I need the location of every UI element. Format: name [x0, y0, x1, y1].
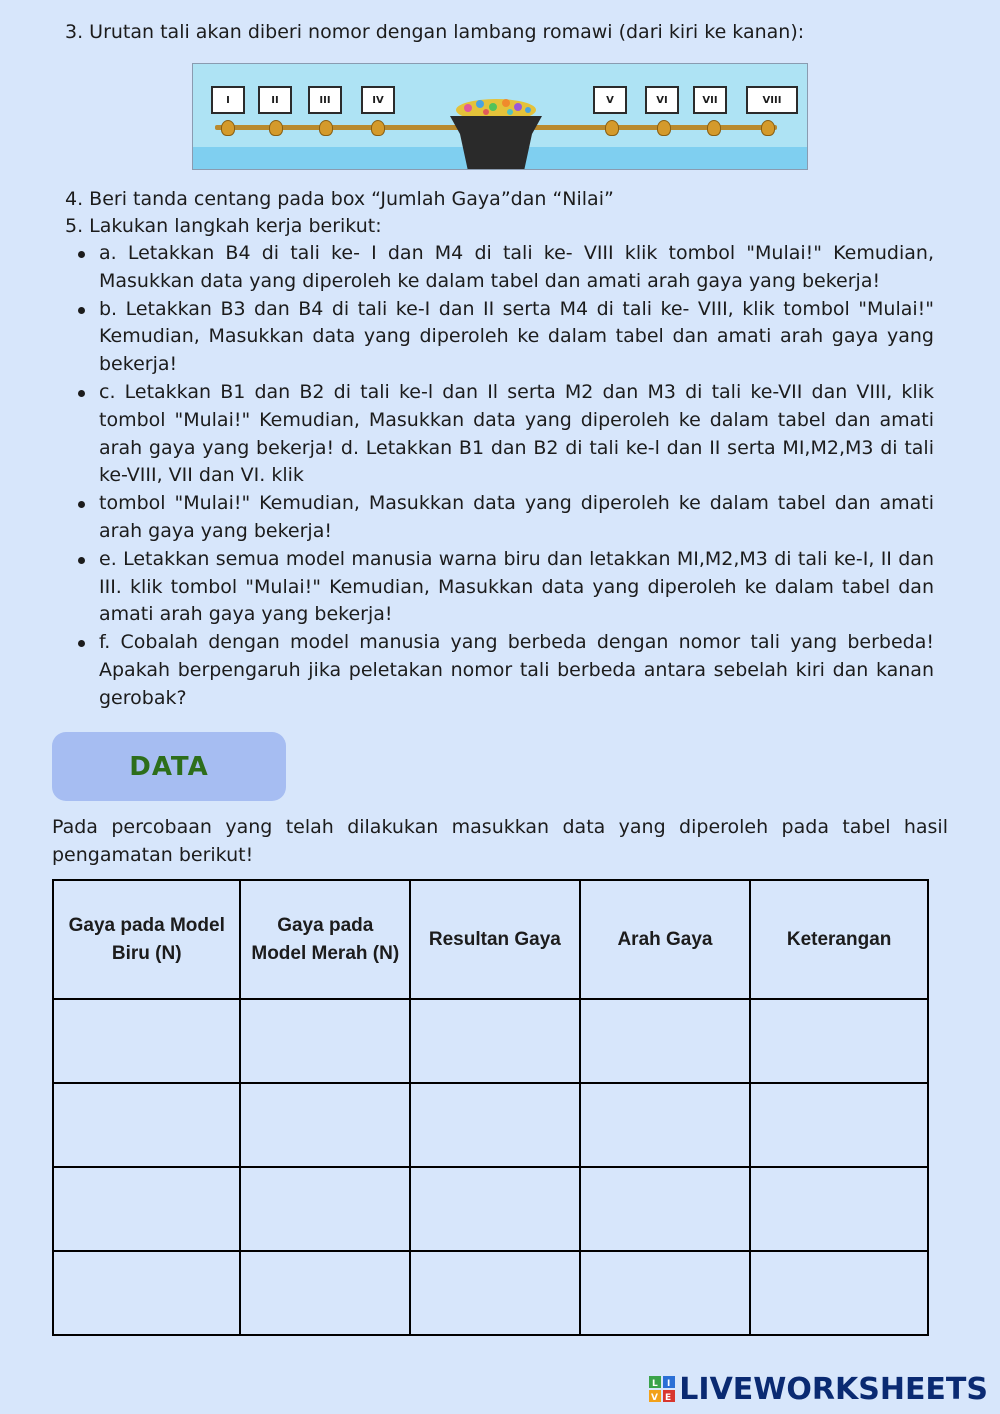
table-cell-input[interactable] — [240, 1251, 410, 1335]
table-cell-input[interactable] — [53, 1251, 240, 1335]
table-cell-input[interactable] — [580, 1083, 751, 1167]
header-direction: Arah Gaya — [580, 880, 751, 999]
table-row — [53, 1167, 928, 1251]
procedure-list — [78, 240, 934, 713]
rope-label-8: VIII — [746, 86, 798, 114]
procedure-item-a: a. Letakkan B4 di tali ke- I dan M4 di tali ke- VIII klik tombol "Mulai!" Kemudian, Masukkan data yang diperoleh ke dalam tabel dan amati arah gaya yang bekerja! — [78, 240, 934, 296]
rope-label-2: II — [258, 86, 292, 114]
header-resultant: Resultan Gaya — [410, 880, 580, 999]
rope-label-4: IV — [361, 86, 395, 114]
table-cell-input[interactable] — [750, 1167, 928, 1251]
table-cell-input[interactable] — [240, 999, 410, 1083]
table-cell-input[interactable] — [410, 1083, 580, 1167]
liveworksheets-logo-icon — [649, 1376, 675, 1402]
table-cell-input[interactable] — [750, 1251, 928, 1335]
svg-text:E: E — [665, 1393, 672, 1402]
data-section-heading: DATA — [52, 732, 286, 801]
table-cell-input[interactable] — [240, 1167, 410, 1251]
header-red-force: Gaya pada Model Merah (N) — [240, 880, 410, 999]
header-notes: Keterangan — [750, 880, 928, 999]
liveworksheets-brand — [649, 1371, 988, 1407]
procedure-item-b: b. Letakkan B3 dan B4 di tali ke-I dan II serta M4 di tali ke- VIII, klik tombol "Mulai!" Kemudian, Masukkan data yang diperoleh ke dalam tabel dan amati arah gaya yang bekerja! — [78, 296, 934, 379]
table-cell-input[interactable] — [750, 1083, 928, 1167]
svg-text:V: V — [651, 1393, 659, 1402]
table-cell-input[interactable] — [750, 999, 928, 1083]
step-4-text: 4. Beri tanda centang pada box “Jumlah Gaya”dan “Nilai” — [65, 188, 614, 210]
rope-label-5: V — [593, 86, 627, 114]
rope-knot — [605, 120, 619, 136]
table-header-row — [53, 880, 928, 999]
rope-knot — [269, 120, 283, 136]
procedure-item-e: e. Letakkan semua model manusia warna biru dan letakkan MI,M2,M3 di tali ke-I, II dan III. klik tombol "Mulai!" Kemudian, Masukkan data yang diperoleh ke dalam tabel dan amati arah gaya yang bekerja! — [78, 546, 934, 629]
table-cell-input[interactable] — [410, 1251, 580, 1335]
rope-knot — [657, 120, 671, 136]
table-cell-input[interactable] — [580, 999, 751, 1083]
rope-label-7: VII — [693, 86, 727, 114]
tug-of-war-figure — [192, 63, 808, 170]
treasure-cart-icon — [448, 98, 544, 170]
svg-text:L: L — [652, 1379, 659, 1389]
table-cell-input[interactable] — [53, 999, 240, 1083]
table-row — [53, 999, 928, 1083]
step-3-text: 3. Urutan tali akan diberi nomor dengan lambang romawi (dari kiri ke kanan): — [65, 21, 805, 43]
table-cell-input[interactable] — [240, 1083, 410, 1167]
table-cell-input[interactable] — [53, 1167, 240, 1251]
rope-label-6: VI — [645, 86, 679, 114]
rope-knot — [707, 120, 721, 136]
procedure-item-f: f. Cobalah dengan model manusia yang berbeda dengan nomor tali yang berbeda! Apakah berpengaruh jika peletakan nomor tali berbeda antara sebelah kiri dan kanan gerobak? — [78, 629, 934, 712]
procedure-item-c-d: c. Letakkan B1 dan B2 di tali ke-l dan Il serta M2 dan M3 di tali ke-VII dan VIII, klik tombol "Mulai!" Kemudian, Masukkan data yang diperoleh ke dalam tabel dan amati arah gaya yang bekerja! d. Letakkan B1 dan B2 di tali ke-l dan II serta MI,M2,M3 di tali ke-VIII, VII dan VI. klik — [78, 379, 934, 490]
table-cell-input[interactable] — [580, 1167, 751, 1251]
table-cell-input[interactable] — [580, 1251, 751, 1335]
rope-knot — [319, 120, 333, 136]
step-5-text: 5. Lakukan langkah kerja berikut: — [65, 215, 382, 237]
rope-label-3: III — [308, 86, 342, 114]
table-row — [53, 1251, 928, 1335]
table-row — [53, 1083, 928, 1167]
rope-knot — [371, 120, 385, 136]
rope-knot — [761, 120, 775, 136]
rope-label-1: I — [211, 86, 245, 114]
table-cell-input[interactable] — [410, 1167, 580, 1251]
table-cell-input[interactable] — [410, 999, 580, 1083]
observation-table — [52, 879, 929, 1336]
rope-knot — [221, 120, 235, 136]
data-intro-text: Pada percobaan yang telah dilakukan masukkan data yang diperoleh pada tabel hasil pengamatan berikut! — [52, 816, 948, 866]
header-blue-force: Gaya pada Model Biru (N) — [53, 880, 240, 999]
procedure-item-continued: tombol "Mulai!" Kemudian, Masukkan data yang diperoleh ke dalam tabel dan amati arah gaya yang bekerja! — [78, 490, 934, 546]
svg-text:I: I — [667, 1379, 671, 1389]
brand-name: LIVEWORKSHEETS — [679, 1371, 988, 1407]
table-cell-input[interactable] — [53, 1083, 240, 1167]
